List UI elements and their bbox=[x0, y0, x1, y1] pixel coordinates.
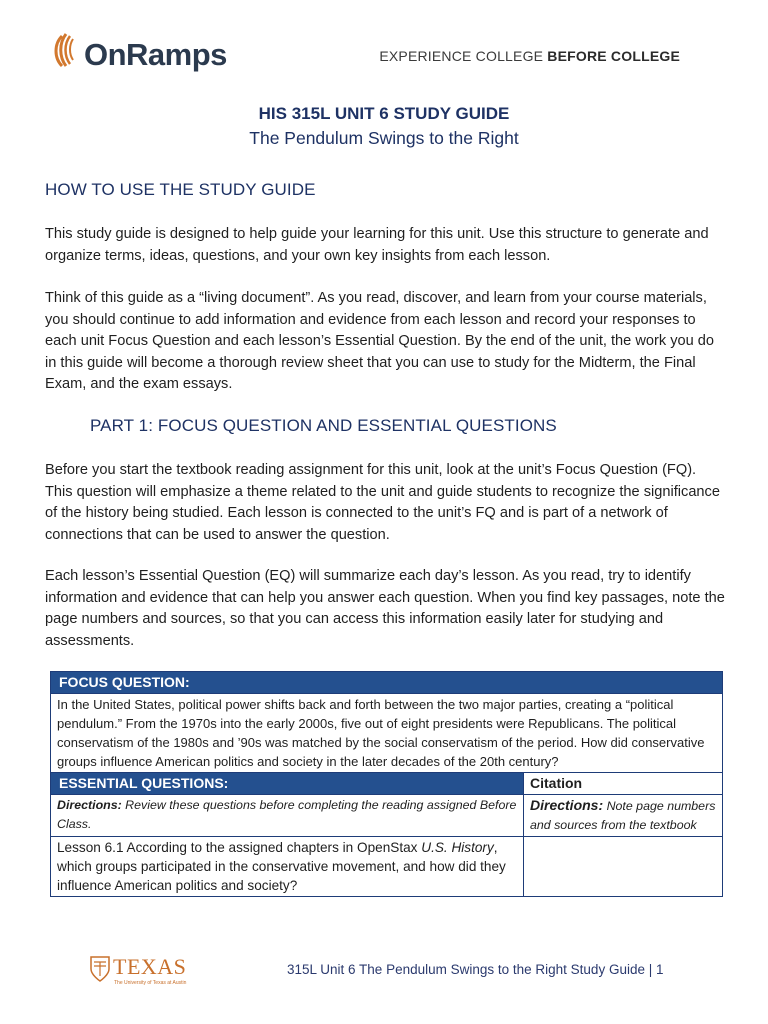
doc-title: HIS 315L UNIT 6 STUDY GUIDE bbox=[258, 104, 510, 123]
tagline-bold: BEFORE COLLEGE bbox=[547, 48, 680, 64]
study-guide-table bbox=[50, 671, 723, 897]
lesson-6-1-question bbox=[51, 837, 524, 897]
eq-directions-text: Review these questions before completing the reading assigned Before Class. bbox=[57, 798, 517, 831]
focus-question-header: FOCUS QUESTION: bbox=[51, 672, 723, 694]
texas-subtitle: The University of Texas at Austin bbox=[114, 980, 187, 986]
paragraph-living-document: Think of this guide as a “living document”. As you read, discover, and learn from your course materials, you should continue to add information and evidence from each lesson and record your responses to each unit Focus Question and each lesson’s Essential Question. By the end of the unit, the work you do in this guide will become a thorough review sheet that you can use to study for the Midterm, the Final Exam, and the exam essays. bbox=[45, 290, 715, 392]
lesson-prefix: Lesson 6.1 According to the assigned chapters in OpenStax bbox=[57, 840, 422, 855]
eq-directions-label: Directions: bbox=[57, 798, 122, 812]
essential-questions-header: ESSENTIAL QUESTIONS: bbox=[51, 773, 524, 795]
onramps-logo bbox=[48, 30, 227, 74]
section-heading-how-to-use: HOW TO USE THE STUDY GUIDE bbox=[45, 180, 316, 199]
paragraph-focus-question: Before you start the textbook reading assignment for this unit, look at the unit’s Focus Question (FQ). This question will emphasize a theme related to the unit and guide students to recognize the significance of the history being studied. Each lesson is connected to the unit’s FQ and is part of a network of connections that can be used to answer the question. bbox=[45, 462, 720, 543]
tagline-regular: EXPERIENCE COLLEGE bbox=[379, 48, 548, 64]
paragraph-intro: This study guide is designed to help guide your learning for this unit. Use this structure to generate and organize terms, ideas, questions, and your own key insights from each lesson. bbox=[45, 226, 709, 264]
footer-page-label: 315L Unit 6 The Pendulum Swings to the Right Study Guide | 1 bbox=[287, 962, 664, 977]
citation-directions-text: Note page numbers and sources from the textbook bbox=[530, 799, 716, 832]
page-header bbox=[0, 0, 768, 90]
citation-directions-cell bbox=[524, 795, 723, 837]
texas-logo bbox=[90, 954, 187, 986]
paragraph-essential-question: Each lesson’s Essential Question (EQ) will summarize each day’s lesson. As you read, try to identify information and evidence that can help you answer each question. When you find key passages, note the page numbers and sources, so that you can access this information easily later for studying and assessments. bbox=[45, 568, 725, 649]
citation-directions-label: Directions: bbox=[530, 797, 604, 813]
texas-wordmark: TEXAS bbox=[113, 954, 187, 979]
doc-subtitle: The Pendulum Swings to the Right bbox=[249, 128, 519, 148]
focus-question-text: In the United States, political power shifts back and forth between the two major parties, creating a “political pendulum.” From the 1970s into the early 2000s, five out of eight presidents were Republicans. The political conservatism of the 1980s and ’90s was matched by the social conservatism of the period. How did conservative groups influence American politics and society in the later decades of the 20th century? bbox=[51, 694, 723, 773]
lesson-6-1-citation-cell[interactable] bbox=[524, 837, 723, 897]
ut-shield-icon bbox=[90, 956, 110, 982]
section-heading-part1: PART 1: FOCUS QUESTION AND ESSENTIAL QUESTIONS bbox=[90, 416, 557, 435]
lesson-suffix: , which groups participated in the conservative movement, and how did they influence American politics and society? bbox=[57, 840, 506, 893]
onramps-mark-icon bbox=[48, 30, 82, 74]
eq-directions-cell bbox=[51, 795, 524, 837]
lesson-book-title: U.S. History bbox=[421, 840, 494, 855]
citation-header: Citation bbox=[524, 773, 723, 795]
logo-wordmark: OnRamps bbox=[84, 37, 227, 72]
tagline bbox=[379, 48, 680, 64]
